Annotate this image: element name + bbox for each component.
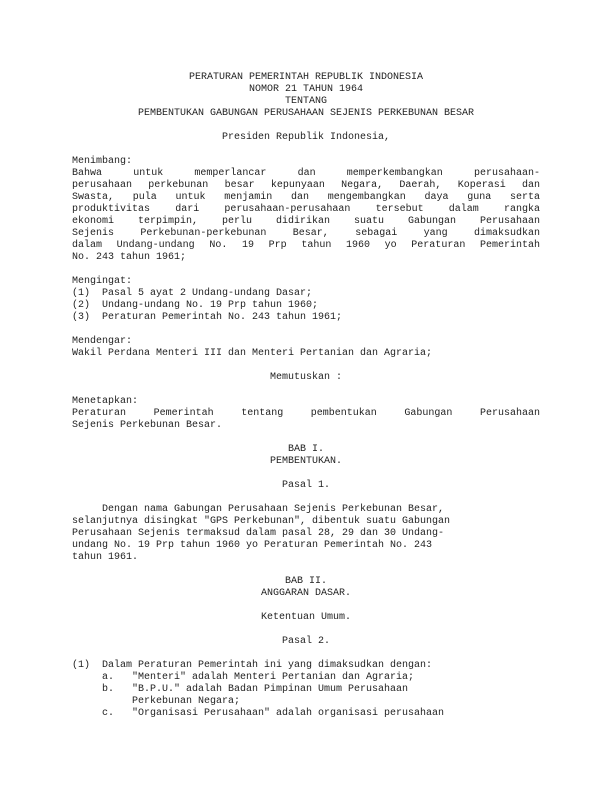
text-line: Perusahaan Sejenis termaksud dalam pasal 28, 29 dan 30 Undang- [72,528,445,539]
text-line: undang No. 19 Prp tahun 1960 yo Peraturan Pemerintah No. 243 [72,540,433,551]
text-line: NOMOR 21 TAHUN 1964 [248,84,364,95]
text-line: produktivitas dari perusahaan-perusahaan tersebut dalam rangka [72,204,540,215]
text-line: perusahaan perkebunan besar kepunyaan Negara, Daerah, Koperasi dan [72,180,540,191]
text-line: Menetapkan: [72,396,139,407]
blank-line [72,624,540,636]
text-line: Dengan nama Gabungan Perusahaan Sejenis Perkebunan Besar, [72,504,445,515]
text-line: tahun 1961. [72,552,139,563]
text-line: (1) Dalam Peraturan Pemerintah ini yang dimaksudkan dengan: [72,660,433,671]
text-line: Ketentuan Umum. [260,612,351,623]
text-line: b. "B.P.U." adalah Badan Pimpinan Umum Perusahaan [72,684,409,695]
text-line: BAB I. [287,444,324,455]
text-line: (3) Peraturan Pemerintah No. 243 tahun 1961; [72,312,343,323]
text-line: PERATURAN PEMERINTAH REPUBLIK INDONESIA [188,72,424,83]
blank-line [72,384,540,396]
blank-line [72,564,540,576]
text-line: c. "Organisasi Perusahaan" adalah organisasi perusahaan [72,708,445,719]
text-line: ANGGARAN DASAR. [260,588,351,599]
text-line: Bahwa untuk memperlancar dan memperkembangkan perusahaan- [72,168,540,179]
text-line: BAB II. [284,576,327,587]
blank-line [72,492,540,504]
document-page [72,72,540,720]
text-line: Pasal 2. [281,636,330,647]
text-line: Pasal 1. [281,480,330,491]
blank-line [72,264,540,276]
blank-line [72,120,540,132]
text-line: Perkebunan Negara; [72,696,241,707]
text-line: (2) Undang-undang No. 19 Prp tahun 1960; [72,300,319,311]
text-line: Sejenis Perkebunan Besar. [72,420,223,431]
text-line: Menimbang: [72,156,133,167]
text-line: PEMBENTUKAN GABUNGAN PERUSAHAAN SEJENIS PERKEBUNAN BESAR [137,108,475,119]
text-line: Wakil Perdana Menteri III dan Menteri Pertanian dan Agraria; [72,348,433,359]
text-line: (1) Pasal 5 ayat 2 Undang-undang Dasar; [72,288,313,299]
text-line: PEMBENTUKAN. [269,456,342,467]
blank-line [72,324,540,336]
text-line: Mendengar: [72,336,133,347]
text-line: TENTANG [284,96,327,107]
blank-line [72,144,540,156]
text-line: Memutuskan : [269,372,342,383]
blank-line [72,648,540,660]
text-line: No. 243 tahun 1961; [72,252,187,263]
blank-line [72,360,540,372]
blank-line [72,468,540,480]
blank-line [72,600,540,612]
text-line: selanjutnya disingkat "GPS Perkebunan", dibentuk suatu Gabungan [72,516,451,527]
text-line: Mengingat: [72,276,133,287]
text-line: ekonomi terpimpin, perlu didirikan suatu Gabungan Perusahaan [72,216,540,227]
blank-line [72,432,540,444]
text-line: Sejenis Perkebunan-perkebunan Besar, sebagai yang dimaksudkan [72,228,540,239]
text-line: dalam Undang-undang No. 19 Prp tahun 1960 yo Peraturan Pemerintah [72,240,540,251]
text-line: a. "Menteri" adalah Menteri Pertanian dan Agraria; [72,672,415,683]
text-line: Presiden Republik Indonesia, [221,132,391,143]
text-line: Peraturan Pemerintah tentang pembentukan Gabungan Perusahaan [72,408,540,419]
text-line: Swasta, pula untuk menjamin dan mengembangkan daya guna serta [72,192,540,203]
